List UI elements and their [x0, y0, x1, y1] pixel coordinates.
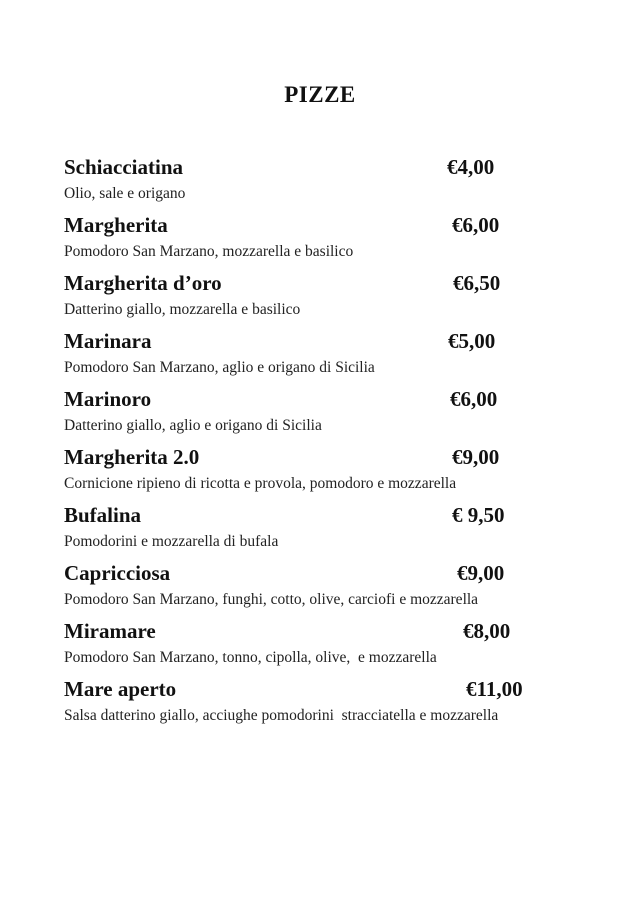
- menu-item: [64, 386, 624, 444]
- item-description: Pomodoro San Marzano, tonno, cipolla, olive, e mozzarella: [64, 649, 437, 666]
- menu-item: [64, 154, 624, 212]
- item-name: Capricciosa: [64, 561, 171, 585]
- page-title: PIZZE: [284, 82, 356, 107]
- menu-item: [64, 618, 624, 676]
- item-price: €4,00: [447, 155, 495, 179]
- item-name: Margherita: [64, 213, 168, 237]
- menu-item: [64, 676, 624, 734]
- item-name: Miramare: [64, 619, 156, 643]
- item-price: €6,00: [450, 387, 498, 411]
- item-name: Margherita 2.0: [64, 445, 200, 469]
- item-name: Marinoro: [64, 387, 152, 411]
- item-description: Pomodorini e mozzarella di bufala: [64, 533, 279, 550]
- menu-item: [64, 270, 624, 328]
- item-name: Mare aperto: [64, 677, 177, 701]
- menu-item: [64, 212, 624, 270]
- item-description: Cornicione ripieno di ricotta e provola, pomodoro e mozzarella: [64, 475, 457, 492]
- item-description: Datterino giallo, aglio e origano di Sicilia: [64, 417, 322, 434]
- item-description: Pomodoro San Marzano, aglio e origano di Sicilia: [64, 359, 375, 376]
- item-description: Salsa datterino giallo, acciughe pomodorini stracciatella e mozzarella: [64, 707, 499, 724]
- item-price: €5,00: [448, 329, 496, 353]
- item-name: Schiacciatina: [64, 155, 183, 179]
- item-price: €9,00: [457, 561, 505, 585]
- item-price: €11,00: [466, 677, 523, 701]
- item-description: Pomodoro San Marzano, funghi, cotto, olive, carciofi e mozzarella: [64, 591, 479, 608]
- menu-item: [64, 444, 624, 502]
- menu-item: [64, 502, 624, 560]
- item-price: €6,00: [452, 213, 500, 237]
- menu-item: [64, 328, 624, 386]
- item-name: Bufalina: [64, 503, 142, 527]
- item-price: €9,00: [452, 445, 500, 469]
- item-price: € 9,50: [452, 503, 505, 527]
- menu-item: [64, 560, 624, 618]
- item-description: Datterino giallo, mozzarella e basilico: [64, 301, 301, 318]
- item-description: Pomodoro San Marzano, mozzarella e basilico: [64, 243, 354, 260]
- item-description: Olio, sale e origano: [64, 185, 186, 202]
- item-price: €6,50: [453, 271, 501, 295]
- item-price: €8,00: [463, 619, 511, 643]
- item-name: Margherita d’oro: [64, 271, 222, 295]
- item-name: Marinara: [64, 329, 152, 353]
